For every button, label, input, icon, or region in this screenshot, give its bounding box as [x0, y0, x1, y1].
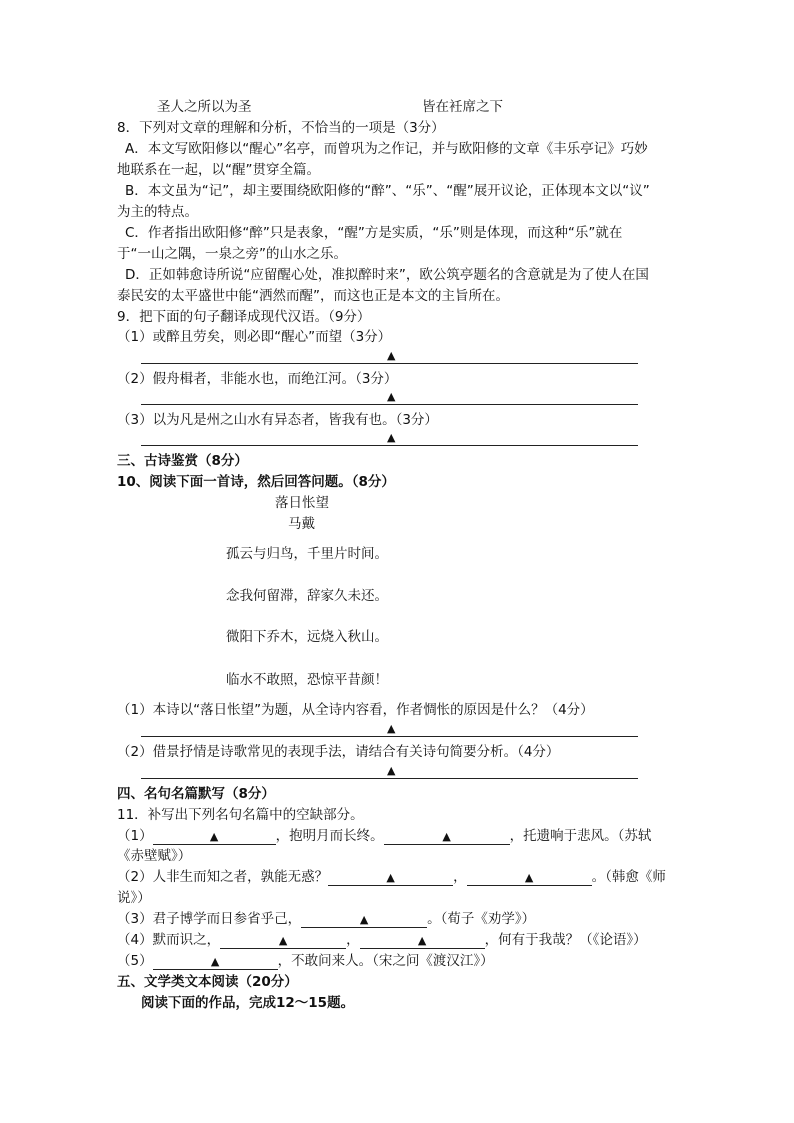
q9-sentence-3: （3）以为凡是州之山水有异态者，皆我有也。（3分）: [117, 412, 438, 428]
section-heading-literary: 五、文学类文本阅读（20分）: [117, 974, 298, 990]
answer-line[interactable]: [141, 404, 638, 405]
q8-option-b: B．本文虽为“记”，却主要围绕欧阳修的“醉”、“乐”、“醒”展开议论，正体现本文以“议”: [125, 183, 650, 199]
answer-line[interactable]: [141, 736, 638, 737]
q9-stem: 9．把下面的句子翻译成现代汉语。（9分）: [117, 309, 371, 325]
q11-item-5: （5） ▲ ，不敢问来人。（宋之问《渡汉江》）: [117, 953, 494, 969]
section-instruction: 阅读下面的作品，完成12～15题。: [141, 995, 355, 1011]
q11-item-4: （4）默而识之， ▲ ， ▲ ，何有于我哉？（《论语》）: [117, 932, 647, 948]
q11-item-2: （2）人非生而知之者，孰能无惑？ ▲ ， ▲ 。（韩愈《师: [117, 869, 666, 885]
q10-stem: 10、阅读下面一首诗，然后回答问题。（8分）: [117, 474, 395, 490]
q11-stem: 11．补写出下列名句名篇中的空缺部分。: [117, 807, 364, 823]
q11-item-2-cont: 说》）: [117, 890, 151, 906]
fill-blank[interactable]: ▲: [360, 934, 485, 949]
section-heading-poetry: 三、古诗鉴赏（8分）: [117, 453, 248, 469]
fill-blank[interactable]: ▲: [153, 830, 276, 845]
answer-marker: ▲: [387, 349, 396, 362]
q8-option-a-cont: 地联系在一起，以“醒”贯穿全篇。: [117, 162, 320, 178]
q9-sentence-2: （2）假舟楫者，非能水也，而绝江河。（3分）: [117, 371, 398, 387]
answer-marker: ▲: [387, 764, 396, 777]
q11-item-1: （1） ▲ ，抱明月而长终。 ▲ ，托遗响于悲风。（苏轼: [117, 828, 652, 844]
fill-blank[interactable]: ▲: [301, 913, 427, 928]
q9-sentence-1: （1）或醉且劳矣，则必即“醒心”而望（3分）: [117, 329, 392, 345]
q11-item-3: （3）君子博学而日参省乎己， ▲ 。（荀子《劝学》）: [117, 911, 536, 927]
q10-sub1: （1）本诗以“落日怅望”为题，从全诗内容看，作者惆怅的原因是什么？（4分）: [117, 702, 594, 718]
q8-option-c: C．作者指出欧阳修“醉”只是表象，“醒”方是实质，“乐”则是体现，而这种“乐”就在: [125, 225, 623, 241]
q8-option-c-cont: 于“一山之隅，一泉之旁”的山水之乐。: [117, 246, 347, 262]
section-heading-dictation: 四、名句名篇默写（8分）: [117, 786, 275, 802]
answer-marker: ▲: [387, 722, 396, 735]
answer-line[interactable]: [141, 445, 638, 446]
q8-option-d-cont: 泰民安的太平盛世中能“洒然而醒”，而这也正是本文的主旨所在。: [117, 288, 509, 304]
answer-line[interactable]: [141, 363, 638, 364]
fill-item-left: 圣人之所以为圣: [157, 99, 252, 115]
fill-blank[interactable]: ▲: [220, 934, 346, 949]
poem-line: 微阳下乔木，远烧入秋山。: [226, 629, 388, 645]
fill-blank[interactable]: ▲: [328, 871, 453, 886]
poem-line: 临水不敢照，恐惊平昔颜！: [226, 672, 388, 688]
q10-sub2: （2）借景抒情是诗歌常见的表现手法，请结合有关诗句简要分析。（4分）: [117, 744, 560, 760]
fill-blank[interactable]: ▲: [153, 955, 278, 970]
fill-item-right: 皆在衽席之下: [422, 99, 503, 115]
fill-blank[interactable]: ▲: [384, 830, 510, 845]
q8-option-d: D．正如韩愈诗所说“应留醒心处，准拟醉时来”，欧公筑亭题名的含意就是为了使人在国: [125, 267, 649, 283]
poem-line: 念我何留滞，辞家久未还。: [226, 588, 388, 604]
answer-marker: ▲: [387, 390, 396, 403]
q11-item-1-cont: 《赤壁赋》）: [117, 848, 192, 864]
fill-blank[interactable]: ▲: [467, 871, 592, 886]
q8-option-b-cont: 为主的特点。: [117, 204, 198, 220]
poem-line: 孤云与归鸟，千里片时间。: [226, 546, 388, 562]
poem-author: 马戴: [288, 516, 315, 532]
q8-option-a: A．本文写欧阳修以“醒心”名亭，而曾巩为之作记，并与欧阳修的文章《丰乐亭记》巧妙: [125, 141, 648, 157]
q8-stem: 8．下列对文章的理解和分析，不恰当的一项是（3分）: [117, 120, 445, 136]
poem-title: 落日怅望: [275, 495, 329, 511]
answer-line[interactable]: [141, 778, 638, 779]
answer-marker: ▲: [387, 431, 396, 444]
